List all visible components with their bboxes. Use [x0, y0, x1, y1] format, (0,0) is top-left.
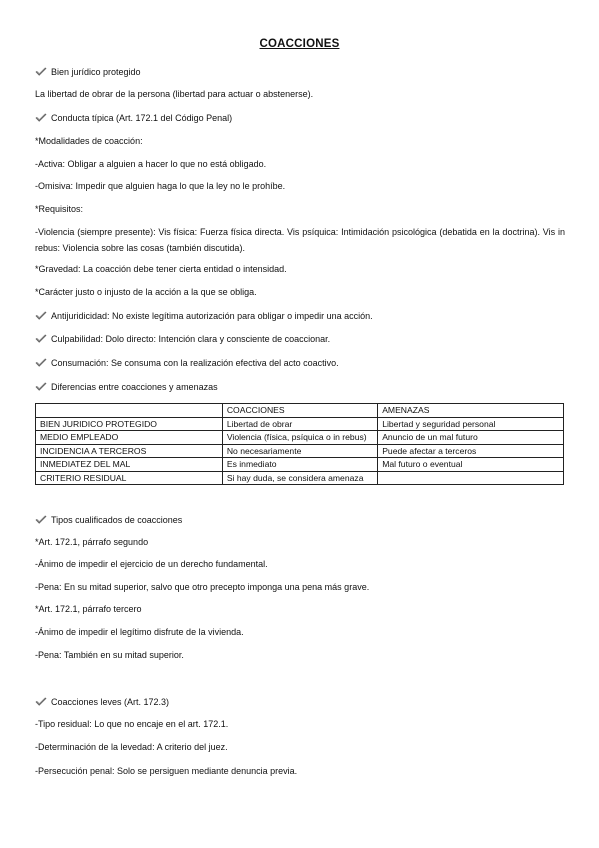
paragraph-text: Conducta típica (Art. 172.1 del Código Penal)	[51, 113, 233, 123]
section-heading	[35, 310, 565, 322]
paragraph-text: -Violencia (siempre presente): Vis física: Fuerza física directa. Vis psíquica: Intimidación psicológica (debatida en la doctrina). Vis in rebus: Violencia sobre las cosas (también discutida).	[35, 227, 565, 253]
section-heading	[35, 333, 565, 345]
table-cell: COACCIONES	[222, 404, 377, 418]
paragraph-text: *Art. 172.1, párrafo tercero	[35, 604, 142, 614]
paragraph	[35, 135, 565, 147]
paragraph	[35, 718, 565, 730]
paragraph	[35, 536, 565, 548]
check-icon	[35, 515, 47, 524]
table-cell	[36, 404, 223, 418]
paragraph	[35, 286, 565, 298]
section-heading	[35, 381, 565, 393]
paragraph-text: *Gravedad: La coacción debe tener cierta entidad o intensidad.	[35, 264, 287, 274]
paragraph	[35, 626, 565, 638]
table-cell: Libertad y seguridad personal	[378, 417, 564, 431]
paragraph-text: -Ánimo de impedir el legítimo disfrute de la vivienda.	[35, 627, 244, 637]
table-cell: BIEN JURIDICO PROTEGIDO	[36, 417, 223, 431]
paragraph-text: Bien jurídico protegido	[51, 67, 141, 77]
paragraph-text: Antijuridicidad: No existe legítima autorización para obligar o impedir una acción.	[51, 311, 373, 321]
paragraph	[35, 224, 565, 256]
check-icon	[35, 311, 47, 320]
section-heading	[35, 357, 565, 369]
paragraph-text: -Ánimo de impedir el ejercicio de un derecho fundamental.	[35, 559, 268, 569]
paragraph-text: Consumación: Se consuma con la realización efectiva del acto coactivo.	[51, 358, 339, 368]
table-cell: CRITERIO RESIDUAL	[36, 471, 223, 485]
page-title: COACCIONES	[259, 38, 340, 50]
table-cell: MEDIO EMPLEADO	[36, 431, 223, 445]
paragraph-text: -Pena: En su mitad superior, salvo que otro precepto imponga una pena más grave.	[35, 582, 370, 592]
table-row	[36, 444, 564, 458]
paragraph-text: -Activa: Obligar a alguien a hacer lo que no está obligado.	[35, 159, 267, 169]
table-cell: Anuncio de un mal futuro	[378, 431, 564, 445]
paragraph	[35, 558, 565, 570]
paragraph-text: -Pena: También en su mitad superior.	[35, 650, 184, 660]
paragraph	[35, 649, 565, 661]
check-icon	[35, 697, 47, 706]
table-cell: Puede afectar a terceros	[378, 444, 564, 458]
paragraph-text: -Determinación de la levedad: A criterio del juez.	[35, 742, 228, 752]
paragraph	[35, 158, 565, 170]
paragraph-text: -Omisiva: Impedir que alguien haga lo que la ley no le prohíbe.	[35, 181, 286, 191]
table-row	[36, 458, 564, 472]
paragraph-text: Diferencias entre coacciones y amenazas	[51, 382, 218, 392]
paragraph	[35, 741, 565, 753]
section-heading	[35, 696, 565, 708]
table-cell: INCIDENCIA A TERCEROS	[36, 444, 223, 458]
paragraph-text: *Art. 172.1, párrafo segundo	[35, 537, 149, 547]
section-heading	[35, 514, 565, 526]
paragraph-text: *Requisitos:	[35, 204, 84, 214]
paragraph	[35, 180, 565, 192]
check-icon	[35, 113, 47, 122]
paragraph	[35, 88, 565, 100]
section-heading	[35, 112, 565, 124]
paragraph-text: La libertad de obrar de la persona (libertad para actuar o abstenerse).	[35, 89, 314, 99]
table-cell: Mal futuro o eventual	[378, 458, 564, 472]
paragraph-text: Tipos cualificados de coacciones	[51, 515, 183, 525]
paragraph-text: -Tipo residual: Lo que no encaje en el art. 172.1.	[35, 719, 229, 729]
check-icon	[35, 67, 47, 76]
table-cell: No necesariamente	[222, 444, 377, 458]
table-cell	[378, 471, 564, 485]
paragraph-text: Coacciones leves (Art. 172.3)	[51, 697, 170, 707]
section-heading	[35, 66, 565, 78]
table-cell: Si hay duda, se considera amenaza	[222, 471, 377, 485]
paragraph	[35, 263, 565, 275]
table-header-row	[36, 404, 564, 418]
paragraph-text: *Modalidades de coacción:	[35, 136, 143, 146]
table-row	[36, 471, 564, 485]
paragraph-text: -Persecución penal: Solo se persiguen mediante denuncia previa.	[35, 766, 298, 776]
table-cell: INMEDIATEZ DEL MAL	[36, 458, 223, 472]
paragraph	[35, 765, 565, 777]
check-icon	[35, 358, 47, 367]
table-cell: Violencia (física, psíquica o in rebus)	[222, 431, 377, 445]
table-row	[36, 417, 564, 431]
paragraph	[35, 603, 565, 615]
paragraph	[35, 581, 565, 593]
check-icon	[35, 382, 47, 391]
table-cell: Es inmediato	[222, 458, 377, 472]
check-icon	[35, 334, 47, 343]
differences-table	[35, 403, 564, 485]
paragraph-text: *Carácter justo o injusto de la acción a la que se obliga.	[35, 287, 257, 297]
table-cell: Libertad de obrar	[222, 417, 377, 431]
table-cell: AMENAZAS	[378, 404, 564, 418]
table-row	[36, 431, 564, 445]
paragraph-text: Culpabilidad: Dolo directo: Intención clara y consciente de coaccionar.	[51, 334, 331, 344]
paragraph	[35, 203, 565, 215]
